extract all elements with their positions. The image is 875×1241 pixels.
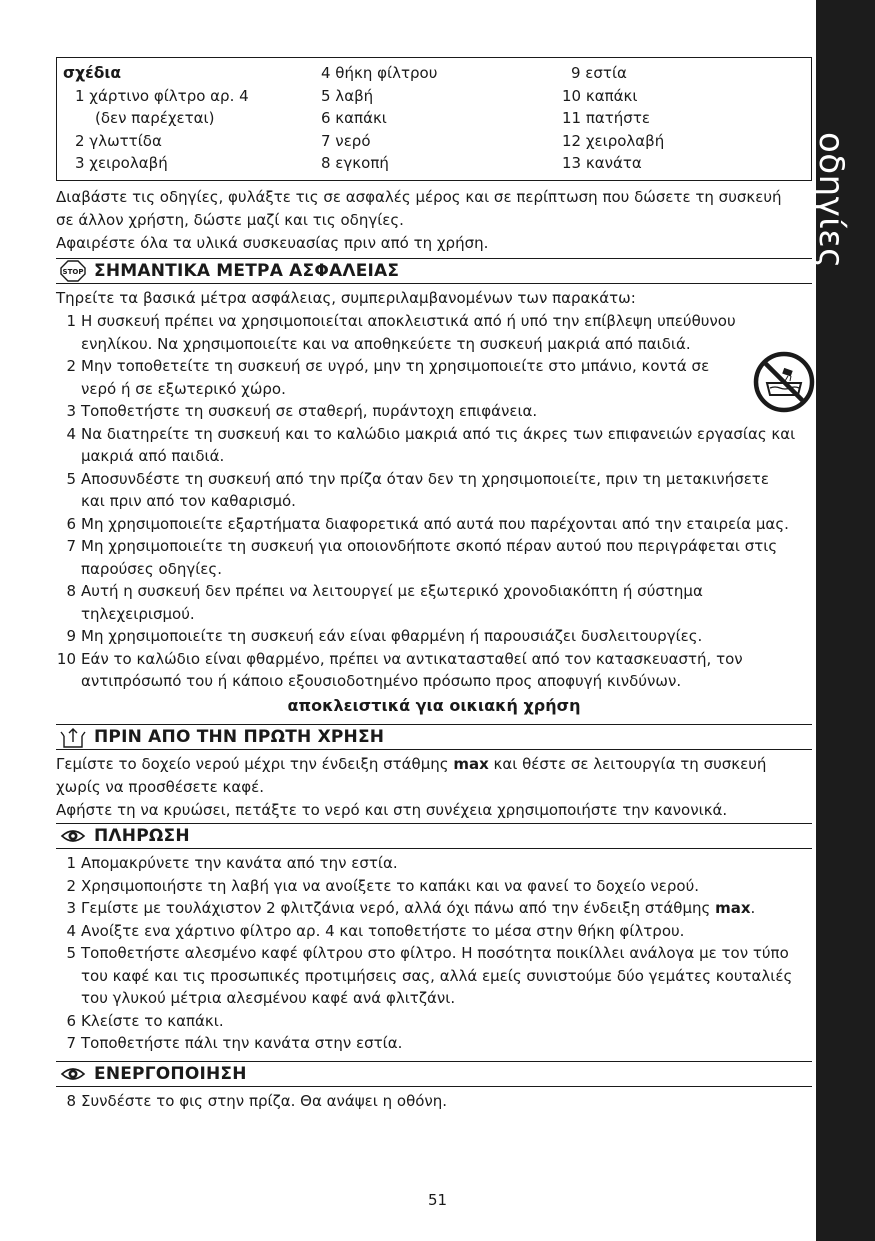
parts-column-2: [321, 62, 437, 175]
filling-item: 1 Απομακρύνετε την κανάτα από την εστία.: [66, 854, 398, 872]
part-item: 8 εγκοπή: [321, 154, 389, 172]
unpack-box-icon: [60, 726, 86, 748]
svg-text:STOP: STOP: [62, 268, 84, 276]
before-first-use-title: ΠΡΙΝ ΑΠΟ ΤΗΝ ΠΡΩΤΗ ΧΡΗΣΗ: [94, 727, 385, 747]
filling-section-header: [56, 823, 812, 849]
safety-item: 10 Εάν το καλώδιο είναι φθαρμένο, πρέπει να αντικατασταθεί από τον κατασκευαστή, τον αντιπρόσωπό του ή κάποιο εξουσιοδοτημένο πρόσωπο προς αποφυγή κινδύνων.: [56, 649, 743, 690]
part-item: 4 θήκη φίλτρου: [321, 64, 438, 82]
parts-column-1: [63, 62, 249, 175]
filling-list: [56, 852, 792, 1055]
filling-title: ΠΛΗΡΩΣΗ: [94, 826, 190, 846]
part-item: 11 πατήστε: [562, 109, 650, 127]
before-first-use-line: Αφήστε τη να κρυώσει, πετάξτε το νερό και στη συνέχεια χρησιμοποιήστε την κανονικά.: [56, 801, 728, 819]
side-tab-label: οδηγίες: [811, 132, 851, 269]
part-item: 12 χειρολαβή: [562, 131, 665, 150]
activation-section-header: [56, 1061, 812, 1087]
no-bath-icon: [753, 351, 815, 413]
part-item: (δεν παρέχεται): [95, 109, 215, 127]
safety-item: 4 Να διατηρείτε τη συσκευή και το καλώδιο μακριά από τις άκρες των επιφανειών εργασίας και μακριά από παιδιά.: [66, 424, 796, 465]
filling-item: 2 Χρησιμοποιήστε τη λαβή για να ανοίξετε το καπάκι και να φανεί το δοχείο νερού.: [66, 876, 700, 895]
safety-lead: Τηρείτε τα βασικά μέτρα ασφάλειας, συμπεριλαμβανομένων των παρακάτω:: [56, 289, 636, 307]
safety-item: 3 Τοποθετήστε τη συσκευή σε σταθερή, πυράντοχη επιφάνεια.: [66, 402, 538, 420]
intro-line: σε άλλον χρήστη, δώστε μαζί και τις οδηγίες.: [56, 211, 404, 229]
filling-item: 4 Ανοίξτε ενα χάρτινο φίλτρο αρ. 4 και τοποθετήστε το μέσα στην θήκη φίλτρου.: [66, 921, 685, 940]
part-item: 3 χειρολαβή: [75, 154, 168, 172]
filling-item: 3 Γεμίστε με τουλάχιστον 2 φλιτζάνια νερό, αλλά όχι πάνω από την ένδειξη στάθμης max.: [66, 899, 756, 917]
part-item: 6 καπάκι: [321, 109, 387, 127]
safety-item: 1 Η συσκευή πρέπει να χρησιμοποιείται αποκλειστικά από ή υπό την επίβλεψη υπεύθυνου ενηλίκου. Να χρησιμοποιείτε και να αποθηκεύετε τη συσκευή μακριά από παιδιά.: [66, 312, 736, 353]
before-first-use-line: Γεμίστε το δοχείο νερού μέχρι την ένδειξη στάθμης max και θέστε σε λειτουργία τη συσκευή: [56, 755, 767, 773]
safety-title: ΣΗΜΑΝΤΙΚΑ ΜΕΤΡΑ ΑΣΦΑΛΕΙΑΣ: [94, 261, 400, 281]
parts-column-3: [562, 62, 664, 175]
part-item: 10 καπάκι: [562, 86, 638, 105]
filling-item: 5 Τοποθετήστε αλεσμένο καφέ φίλτρου στο φίλτρο. Η ποσότητα ποικίλλει ανάλογα με τον τύπο του καφέ και τις προσωπικές προτιμήσεις σας, αλλά εμείς συνιστούμε δύο γεμάτες κουταλιές του γλυκού μέτρια αλεσμένου καφέ ανά φλιτζάνι.: [66, 944, 793, 1007]
safety-item: 7 Μη χρησιμοποιείτε τη συσκευή για οποιονδήποτε σκοπό πέραν αυτού που περιγράφεται στις παρούσες οδηγίες.: [66, 537, 778, 578]
page-number: 51: [427, 1191, 448, 1209]
safety-item: 2 Μην τοποθετείτε τη συσκευή σε υγρό, μην τη χρησιμοποιείτε στο μπάνιο, κοντά σε νερό ή σε εξωτερικό χώρο.: [66, 357, 710, 398]
before-first-use-line: χωρίς να προσθέσετε καφέ.: [56, 778, 264, 796]
part-item: 13 κανάτα: [562, 154, 642, 172]
part-item: 2 γλωττίδα: [75, 131, 162, 150]
parts-list-box: [56, 57, 812, 181]
activation-item: 8 Συνδέστε το φις στην πρίζα. Θα ανάψει η οθόνη.: [66, 1092, 448, 1110]
intro-line: Αφαιρέστε όλα τα υλικά συσκευασίας πριν από τη χρήση.: [56, 234, 489, 252]
filling-item: 6 Κλείστε το καπάκι.: [66, 1011, 224, 1030]
eye-icon: [60, 825, 86, 847]
safety-item: 9 Μη χρησιμοποιείτε τη συσκευή εάν είναι φθαρμένη ή παρουσιάζει δυσλειτουργίες.: [66, 627, 703, 645]
stop-icon: [60, 260, 86, 282]
filling-item: 7 Τοποθετήστε πάλι την κανάτα στην εστία.: [66, 1034, 403, 1052]
activation-title: ΕΝΕΡΓΟΠΟΙΗΣΗ: [94, 1064, 247, 1084]
eye-icon: [60, 1063, 86, 1085]
safety-item: 6 Μη χρησιμοποιείτε εξαρτήματα διαφορετικά από αυτά που παρέχονται από την εταιρεία μας.: [66, 514, 789, 533]
before-first-use-header: [56, 724, 812, 750]
part-item: 9 εστία: [571, 64, 627, 82]
activation-list: [56, 1090, 447, 1113]
household-use-note: αποκλειστικά για οικιακή χρήση: [287, 696, 581, 715]
parts-title: σχέδια: [63, 64, 122, 82]
safety-section-header: [56, 258, 812, 284]
side-tab-label-wrap: [811, 130, 851, 269]
part-item: 7 νερό: [321, 131, 371, 150]
safety-list: [56, 310, 795, 693]
safety-item: 8 Αυτή η συσκευή δεν πρέπει να λειτουργεί με εξωτερικό χρονοδιακόπτη ή σύστημα τηλεχειρισμού.: [66, 582, 703, 623]
part-item: 1 χάρτινο φίλτρο αρ. 4: [75, 86, 249, 105]
safety-item: 5 Αποσυνδέστε τη συσκευή από την πρίζα όταν δεν τη χρησιμοποιείτε, πριν τη μετακινήσετε και πριν από τον καθαρισμό.: [66, 469, 769, 510]
intro-line: Διαβάστε τις οδηγίες, φυλάξτε τις σε ασφαλές μέρος και σε περίπτωση που δώσετε τη συσκευή: [56, 188, 782, 206]
part-item: 5 λαβή: [321, 86, 374, 105]
